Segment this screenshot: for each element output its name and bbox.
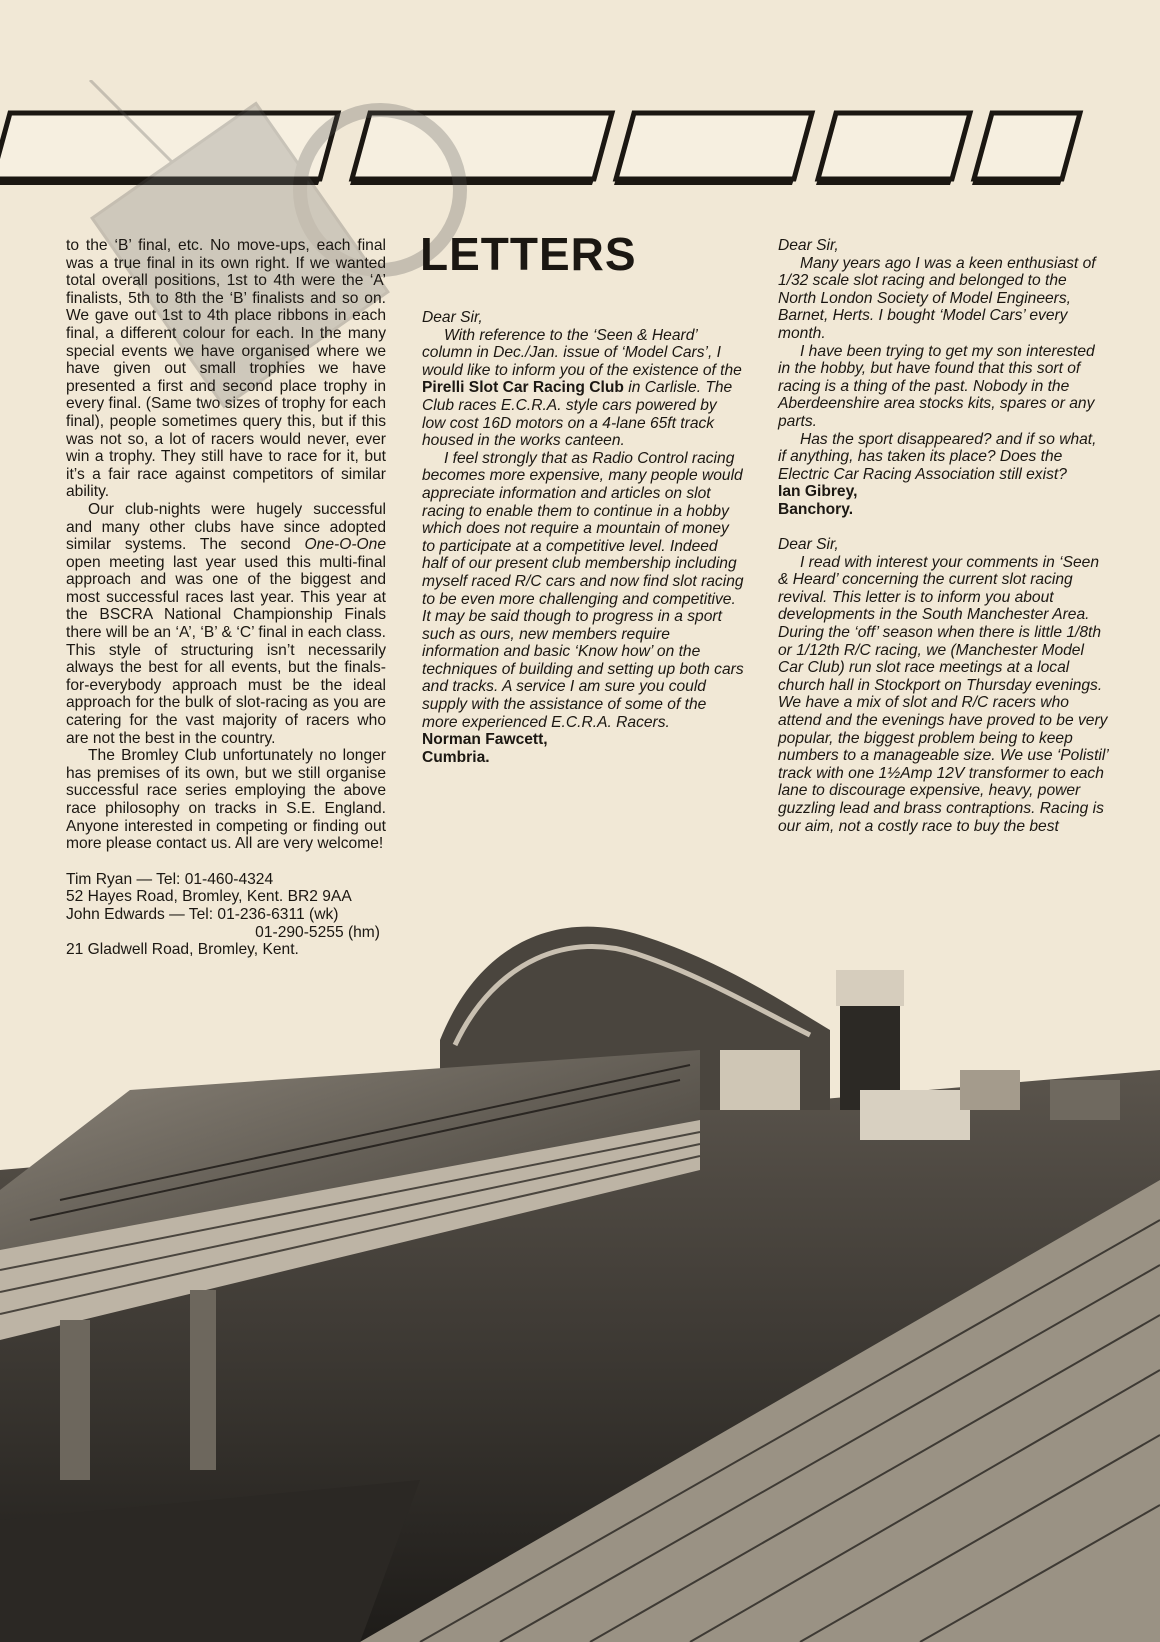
article-paragraph: Our club-nights were hugely successful and many other clubs have since adopted similar systems. The second One-O-One open meeting last year used this multi-final approach and was one of the biggest and most successful races last year. This year at the BSCRA National Championship Finals there will be an ‘A’, ‘B’ & ‘C’ final in each class. This style of structuring isn’t necessarily always the best for all events, but the finals-for-everybody approach must be the ideal approach for the bulk of slot-racing as you are catering for the vast majority of racers who are not the best in the country. [66, 500, 386, 747]
contact-line: John Edwards — Tel: 01-236-6311 (wk) [66, 905, 339, 923]
column-letters-right [778, 237, 1108, 835]
contact-line: 01-290-5255 (hm) [255, 923, 380, 941]
signature-place: Cumbria. [422, 748, 490, 766]
letter-paragraph: Many years ago I was a keen enthusiast of 1/32 scale slot racing and belonged to the North London Society of Model Engineers, Barnet, Herts. I bought ‘Model Cars’ every month. [778, 254, 1096, 342]
letter-paragraph: I have been trying to get my son interested in the hobby, but have found that this sort of racing is a thing of the past. Nobody in the Aberdeenshire area stocks kits, spares or any parts. [778, 342, 1095, 430]
contact-line: 52 Hayes Road, Bromley, Kent. BR2 9AA [66, 888, 352, 906]
letter-paragraph: I feel strongly that as Radio Control racing becomes more expensive, many people would appreciate information and articles on slot racing to enable them to continue in a hobby which does not require a mountain of money to participate at a competitive level. Indeed half of our present club membership including myself raced R/C cars and now find slot racing to be even more challenging and competitive. It may be said though to progress in a sport such as ours, new members require information and basic ‘Know how’ on the techniques of building and setting up both cars and tracks. A service I am sure you could supply with the assistance of some of the more experienced E.C.R.A. Racers. [422, 449, 744, 731]
letter-paragraph: I read with interest your comments in ‘Seen & Heard’ concerning the current slot racing revival. This letter is to inform you about developments in the South Manchester Area. During the ‘off’ season when there is little 1/8th or 1/12th R/C racing, we (Manchester Model Car Club) run slot race meetings at a local church hall in Stockport on Thursday evenings. We have a mix of slot and R/C racers who attend and the evenings have proved to be very popular, the biggest problem being to keep numbers to a manageable size. We use ‘Polistil’ track with one 1½Amp 12V transformer to each lane to discourage expensive, heavy, power guzzling lead and brass contraptions. Racing is our aim, not a costly race to buy the best [778, 553, 1108, 835]
letter-salutation: Dear Sir, [778, 536, 839, 554]
column-continued-article [66, 237, 386, 959]
letter-paragraph: With reference to the ‘Seen & Heard’ column in Dec./Jan. issue of ‘Model Cars’, I would like to inform you of the existence of the Pirelli Slot Car Racing Club in Carlisle. The Club races E.C.R.A. style cars powered by low cost 16D motors on a 4-lane 65ft track housed in the works canteen. [422, 326, 742, 450]
article-paragraph: The Bromley Club unfortunately no longer has premises of its own, but we still organise successful race series employing the above race philosophy on tracks in S.E. England. Anyone interested in competing or finding out more please contact us. All are very welcome! [66, 747, 386, 853]
signature-place: Banchory. [778, 500, 854, 518]
event-name: One-O-One [304, 536, 386, 554]
slot-track-photo [0, 920, 1160, 1642]
section-title: LETTERS [420, 228, 637, 280]
contact-line: 21 Gladwell Road, Bromley, Kent. [66, 941, 299, 959]
signature-name: Norman Fawcett, [422, 731, 548, 749]
signature-name: Ian Gibrey, [778, 483, 858, 501]
article-paragraph: to the ‘B’ final, etc. No move-ups, each final was a true final in its own right. If we wanted total overall positions, 1st to 4th were the ‘A’ finalists, 5th to 8th the ‘B’ finalists and so on. We gave out 1st to 4th place ribbons in each final, a different colour for each. In the many special events we have organised where we have given out small trophies we have presented a first and second place trophy in every final. (Same two sizes of trophy for each final), people sometimes query this, but if this was not so, a lot of racers would never, ever win a trophy. They still have to race for it, but it’s a fair race against competitors of similar ability. [66, 237, 386, 501]
letter-paragraph: Has the sport disappeared? and if so what, if anything, has taken its place? Does the Electric Car Racing Association still exist? [778, 430, 1097, 483]
club-name: Pirelli Slot Car Racing Club [422, 379, 624, 397]
column-letter-pirelli [422, 309, 744, 766]
letter-salutation: Dear Sir, [778, 237, 839, 254]
contact-line: Tim Ryan — Tel: 01-460-4324 [66, 870, 274, 888]
letter-salutation: Dear Sir, [422, 309, 483, 326]
